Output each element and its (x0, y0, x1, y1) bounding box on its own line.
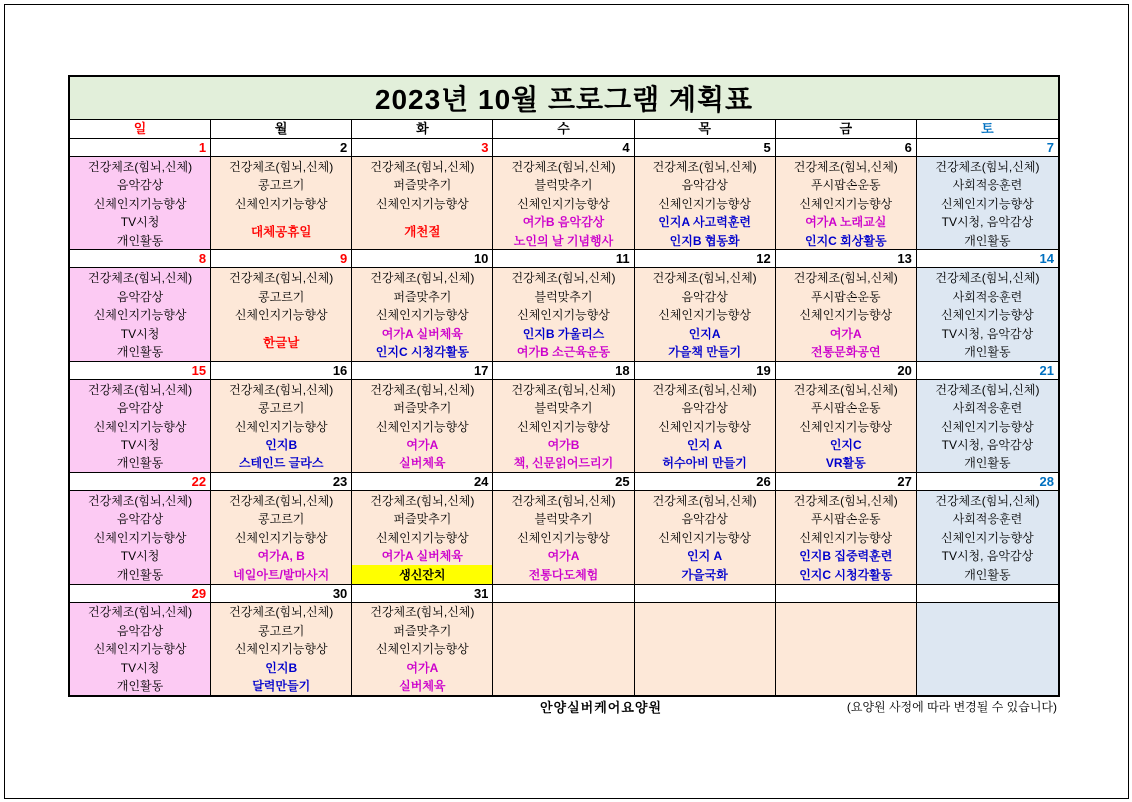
day-programs (635, 268, 775, 360)
program-item: 신체인지기능향상 (93, 308, 187, 323)
day-cell-thursday (635, 139, 776, 249)
program-item: 건강체조(힘뇌,신체) (229, 159, 334, 174)
day-number: 1 (70, 139, 210, 157)
program-item: 인지A 사고력훈련 (658, 215, 751, 230)
program-item: 여가A, B (257, 549, 305, 564)
day-number (776, 585, 916, 603)
program-item: 여가A 실버체육 (381, 549, 463, 564)
day-cell-sunday (70, 362, 211, 472)
program-item: 인지A (688, 326, 721, 341)
program-item: 인지B 협동화 (669, 233, 740, 248)
day-number: 30 (211, 585, 351, 603)
day-cell-wednesday (493, 473, 634, 583)
program-item: 건강체조(힘뇌,신체) (793, 159, 898, 174)
program-item: 음악감상 (681, 178, 728, 193)
program-item: 건강체조(힘뇌,신체) (229, 493, 334, 508)
program-item: 건강체조(힘뇌,신체) (511, 493, 616, 508)
program-item: 개인활동 (964, 456, 1011, 471)
day-programs (352, 157, 492, 249)
day-cell-saturday (917, 585, 1058, 695)
program-item: TV시청 (120, 660, 160, 675)
program-item: 신체인지기능향상 (941, 308, 1034, 323)
day-number: 31 (352, 585, 492, 603)
program-item: 신체인지기능향상 (658, 530, 751, 545)
calendar-title: 2023년 10월 프로그램 계획표 (70, 77, 1058, 120)
day-programs (917, 380, 1058, 472)
facility-name: 안양실버케어요양원 (539, 700, 663, 715)
day-number: 4 (493, 139, 633, 157)
program-item: 허수아비 만들기 (662, 456, 747, 471)
day-programs (211, 268, 351, 360)
day-number: 19 (635, 362, 775, 380)
day-programs (493, 157, 633, 249)
program-item: 건강체조(힘뇌,신체) (935, 271, 1040, 286)
program-item: 신체인지기능향상 (375, 419, 469, 434)
program-item: 음악감상 (116, 623, 164, 638)
day-cell-wednesday (493, 250, 634, 360)
program-item: 건강체조(힘뇌,신체) (88, 493, 193, 508)
day-programs (776, 491, 916, 583)
day-cell-saturday (917, 362, 1058, 472)
program-item: 인지B (265, 437, 298, 452)
day-number: 15 (70, 362, 210, 380)
program-item: 여가A (406, 660, 439, 675)
day-number: 6 (776, 139, 916, 157)
program-item: 인지 A (687, 437, 723, 452)
day-cell-saturday (917, 139, 1058, 249)
day-programs (917, 157, 1058, 249)
program-item: TV시청 (120, 549, 160, 564)
day-cell-monday (211, 362, 352, 472)
program-item: 인지C (829, 437, 862, 452)
weekday-friday: 금 (776, 120, 917, 138)
program-item: 사회적응훈련 (952, 178, 1023, 193)
program-item: 블럭맞추기 (534, 401, 593, 416)
day-cell-thursday (635, 250, 776, 360)
day-number: 3 (352, 139, 492, 157)
change-notice: (요양원 사정에 따라 변경될 수 있습니다) (846, 700, 1057, 714)
program-item: 실버체육 (399, 456, 446, 471)
day-programs (211, 380, 351, 472)
day-cell-friday (776, 473, 917, 583)
day-programs (776, 603, 916, 695)
day-number: 27 (776, 473, 916, 491)
day-number: 29 (70, 585, 210, 603)
program-item: 가을책 만들기 (668, 345, 742, 360)
day-cell-sunday (70, 473, 211, 583)
day-cell-monday (211, 585, 352, 695)
day-programs (211, 603, 351, 695)
program-item: 건강체조(힘뇌,신체) (652, 271, 757, 286)
day-number: 9 (211, 250, 351, 268)
program-item: 건강체조(힘뇌,신체) (370, 159, 475, 174)
day-cell-thursday (635, 585, 776, 695)
program-item: 노인의 날 기념행사 (513, 233, 614, 248)
program-item: 신체인지기능향상 (517, 196, 610, 211)
day-number: 25 (493, 473, 633, 491)
day-cell-wednesday (493, 585, 634, 695)
weekday-wednesday: 수 (493, 120, 634, 138)
day-programs (917, 603, 1058, 695)
day-programs (211, 157, 351, 249)
program-item: 신체인지기능향상 (375, 642, 469, 657)
day-cell-tuesday (352, 473, 493, 583)
program-item: 여가A (829, 326, 862, 341)
program-item: 여가A (406, 437, 439, 452)
program-item: 신체인지기능향상 (234, 642, 328, 657)
holiday-label: 한글날 (263, 336, 300, 351)
program-item: 건강체조(힘뇌,신체) (229, 605, 334, 620)
program-item: 건강체조(힘뇌,신체) (370, 382, 475, 397)
day-cell-friday (776, 250, 917, 360)
day-number (635, 585, 775, 603)
program-item: 건강체조(힘뇌,신체) (88, 271, 193, 286)
day-cell-saturday (917, 473, 1058, 583)
program-item: 건강체조(힘뇌,신체) (370, 493, 475, 508)
program-item: 신체인지기능향상 (658, 196, 751, 211)
program-item: 여가A 실버체육 (381, 326, 463, 341)
day-programs (493, 268, 633, 360)
calendar-weeks (70, 139, 1058, 695)
program-item: 건강체조(힘뇌,신체) (511, 159, 616, 174)
program-item: 건강체조(힘뇌,신체) (652, 493, 757, 508)
week-row (70, 473, 1058, 584)
day-number: 8 (70, 250, 210, 268)
program-item: 여가A 노래교실 (805, 215, 887, 230)
day-programs (635, 491, 775, 583)
program-item: TV시청 (120, 437, 160, 452)
day-number: 13 (776, 250, 916, 268)
day-programs (776, 268, 916, 360)
program-item: 네일아트/발마사지 (233, 567, 330, 582)
day-programs (917, 491, 1058, 583)
program-item: 신체인지기능향상 (517, 530, 610, 545)
day-number (917, 585, 1058, 603)
program-item: 신체인지기능향상 (799, 196, 893, 211)
program-item: 푸시팝손운동 (810, 401, 881, 416)
program-item: TV시청, 음악감상 (941, 549, 1034, 564)
day-cell-wednesday (493, 362, 634, 472)
program-item: 신체인지기능향상 (658, 419, 751, 434)
program-item: 건강체조(힘뇌,신체) (229, 271, 334, 286)
day-cell-tuesday (352, 362, 493, 472)
day-number: 23 (211, 473, 351, 491)
program-item: 퍼즐맞추기 (393, 401, 452, 416)
program-item: 여가B (547, 437, 580, 452)
program-item: 가을국화 (681, 567, 728, 582)
day-number: 22 (70, 473, 210, 491)
program-item: 건강체조(힘뇌,신체) (229, 382, 334, 397)
program-item: 퍼즐맞추기 (393, 623, 452, 638)
day-programs (352, 380, 492, 472)
program-item: 스테인드 글라스 (238, 456, 324, 471)
program-item: 개인활동 (116, 233, 164, 248)
program-item: 퍼즐맞추기 (393, 289, 452, 304)
weekday-tuesday: 화 (352, 120, 493, 138)
program-item: 여가B 소근육운동 (516, 345, 611, 360)
day-programs (211, 491, 351, 583)
day-number: 16 (211, 362, 351, 380)
program-item: 콩고르기 (258, 623, 305, 638)
program-item: 건강체조(힘뇌,신체) (511, 271, 616, 286)
day-number: 18 (493, 362, 633, 380)
program-item: 여가A (547, 549, 580, 564)
day-cell-friday (776, 585, 917, 695)
program-item: 건강체조(힘뇌,신체) (935, 159, 1040, 174)
day-programs (352, 491, 492, 583)
program-item: 신체인지기능향상 (517, 308, 610, 323)
day-programs (776, 157, 916, 249)
day-number: 21 (917, 362, 1058, 380)
weekday-monday: 월 (211, 120, 352, 138)
program-item: 블럭맞추기 (534, 289, 593, 304)
day-cell-tuesday (352, 139, 493, 249)
program-item: 신체인지기능향상 (658, 308, 751, 323)
weekday-header (70, 120, 1058, 139)
program-item: 음악감상 (681, 401, 728, 416)
weekday-sunday: 일 (70, 120, 211, 138)
program-item: 신체인지기능향상 (941, 530, 1034, 545)
program-item: 음악감상 (116, 289, 164, 304)
program-item: 여가B 음악감상 (522, 215, 605, 230)
program-item: 신체인지기능향상 (799, 530, 893, 545)
program-item: TV시청, 음악감상 (941, 437, 1034, 452)
program-item: 퍼즐맞추기 (393, 178, 452, 193)
week-row (70, 250, 1058, 361)
program-item: 사회적응훈련 (952, 289, 1023, 304)
program-item: 건강체조(힘뇌,신체) (793, 493, 898, 508)
program-item: 신체인지기능향상 (93, 530, 187, 545)
day-number: 11 (493, 250, 633, 268)
program-item: 신체인지기능향상 (234, 530, 328, 545)
program-item: TV시청 (120, 326, 160, 341)
day-programs (70, 268, 210, 360)
program-item: 개인활동 (116, 567, 164, 582)
program-item: 건강체조(힘뇌,신체) (935, 382, 1040, 397)
program-item: 전통다도체험 (528, 567, 599, 582)
program-item: 인지C 시청각활동 (375, 345, 469, 360)
program-item: 음악감상 (681, 289, 728, 304)
program-item: 건강체조(힘뇌,신체) (370, 271, 475, 286)
program-item: VR활동 (825, 456, 866, 471)
day-number: 7 (917, 139, 1058, 157)
program-item: 건강체조(힘뇌,신체) (88, 605, 193, 620)
day-cell-monday (211, 473, 352, 583)
day-programs (635, 603, 775, 695)
program-item: 음악감상 (116, 401, 164, 416)
program-item: 콩고르기 (258, 512, 305, 527)
day-cell-tuesday (352, 585, 493, 695)
day-programs (493, 380, 633, 472)
program-item: 인지B 가울리스 (522, 326, 605, 341)
week-row (70, 585, 1058, 695)
day-programs (70, 491, 210, 583)
day-cell-friday (776, 139, 917, 249)
program-item: 책, 신문읽어드리기 (513, 456, 614, 471)
program-item: 신체인지기능향상 (93, 642, 187, 657)
program-item: 건강체조(힘뇌,신체) (652, 159, 757, 174)
program-item: 신체인지기능향상 (517, 419, 610, 434)
day-programs (70, 380, 210, 472)
day-cell-sunday (70, 585, 211, 695)
program-item: 블럭맞추기 (534, 178, 593, 193)
day-programs (917, 268, 1058, 360)
program-item: 음악감상 (116, 178, 164, 193)
program-item: 신체인지기능향상 (93, 196, 187, 211)
day-number: 10 (352, 250, 492, 268)
day-number: 28 (917, 473, 1058, 491)
program-item: 생신잔치 (352, 565, 492, 583)
program-item: 신체인지기능향상 (375, 530, 469, 545)
program-item: 개인활동 (964, 233, 1011, 248)
program-item: 인지 A (687, 549, 723, 564)
day-cell-tuesday (352, 250, 493, 360)
day-programs (70, 157, 210, 249)
day-programs (493, 603, 633, 695)
day-number: 2 (211, 139, 351, 157)
program-item: 신체인지기능향상 (941, 196, 1034, 211)
weekday-saturday: 토 (981, 121, 994, 136)
day-number: 17 (352, 362, 492, 380)
weekday-thursday: 목 (635, 120, 776, 138)
program-item: 개인활동 (964, 567, 1011, 582)
day-programs (635, 380, 775, 472)
program-item: 개인활동 (116, 679, 164, 694)
program-item: 달력만들기 (252, 679, 311, 694)
program-item: TV시청 (120, 215, 160, 230)
day-number: 26 (635, 473, 775, 491)
day-programs (352, 268, 492, 360)
program-item: 건강체조(힘뇌,신체) (652, 382, 757, 397)
day-number: 5 (635, 139, 775, 157)
program-item: 개인활동 (964, 345, 1011, 360)
day-programs (70, 603, 210, 695)
program-item: 블럭맞추기 (534, 512, 593, 527)
program-item: 푸시팝손운동 (810, 289, 881, 304)
program-item: 사회적응훈련 (952, 401, 1023, 416)
program-item: 퍼즐맞추기 (393, 512, 452, 527)
program-item: 인지B 집중력훈련 (799, 549, 893, 564)
program-item: TV시청, 음악감상 (941, 326, 1034, 341)
program-item: 건강체조(힘뇌,신체) (370, 605, 475, 620)
program-item: 콩고르기 (258, 401, 305, 416)
program-calendar (68, 75, 1060, 697)
day-cell-wednesday (493, 139, 634, 249)
program-item: 사회적응훈련 (952, 512, 1023, 527)
program-item: 인지C 회상활동 (804, 233, 887, 248)
program-item: 인지B (265, 660, 298, 675)
day-programs (776, 380, 916, 472)
holiday-label: 대체공휴일 (251, 224, 312, 239)
day-cell-monday (211, 250, 352, 360)
program-item: TV시청, 음악감상 (941, 215, 1034, 230)
day-cell-sunday (70, 250, 211, 360)
program-item: 개인활동 (116, 456, 164, 471)
day-cell-saturday (917, 250, 1058, 360)
program-item: 건강체조(힘뇌,신체) (88, 159, 193, 174)
program-item: 신체인지기능향상 (375, 308, 469, 323)
program-item: 건강체조(힘뇌,신체) (935, 493, 1040, 508)
day-number: 20 (776, 362, 916, 380)
program-item: 음악감상 (116, 512, 164, 527)
program-item: 신체인지기능향상 (234, 419, 328, 434)
day-number: 24 (352, 473, 492, 491)
program-item: 신체인지기능향상 (234, 196, 328, 211)
program-item: 실버체육 (399, 679, 446, 694)
program-item: 신체인지기능향상 (234, 308, 328, 323)
program-item: 푸시팝손운동 (810, 512, 881, 527)
program-item: 건강체조(힘뇌,신체) (88, 382, 193, 397)
program-item: 건강체조(힘뇌,신체) (793, 382, 898, 397)
day-programs (493, 491, 633, 583)
day-cell-friday (776, 362, 917, 472)
day-number (493, 585, 633, 603)
program-item: 푸시팝손운동 (810, 178, 881, 193)
program-item: 건강체조(힘뇌,신체) (793, 271, 898, 286)
program-item: 인지C 시청각활동 (799, 567, 893, 582)
week-row (70, 139, 1058, 250)
program-item: 음악감상 (681, 512, 728, 527)
program-item: 신체인지기능향상 (799, 419, 893, 434)
day-cell-sunday (70, 139, 211, 249)
program-item: 신체인지기능향상 (799, 308, 893, 323)
day-cell-monday (211, 139, 352, 249)
day-number: 14 (917, 250, 1058, 268)
program-item: 콩고르기 (258, 178, 305, 193)
week-row (70, 362, 1058, 473)
program-item: 전통문화공연 (810, 345, 881, 360)
holiday-label: 개천절 (404, 224, 441, 239)
program-item: 개인활동 (116, 345, 164, 360)
day-cell-thursday (635, 473, 776, 583)
program-item: 건강체조(힘뇌,신체) (511, 382, 616, 397)
day-programs (635, 157, 775, 249)
day-cell-thursday (635, 362, 776, 472)
day-programs (352, 603, 492, 695)
program-item: 신체인지기능향상 (375, 196, 469, 211)
program-item: 신체인지기능향상 (93, 419, 187, 434)
program-item: 신체인지기능향상 (941, 419, 1034, 434)
day-number: 12 (635, 250, 775, 268)
program-item: 콩고르기 (258, 289, 305, 304)
